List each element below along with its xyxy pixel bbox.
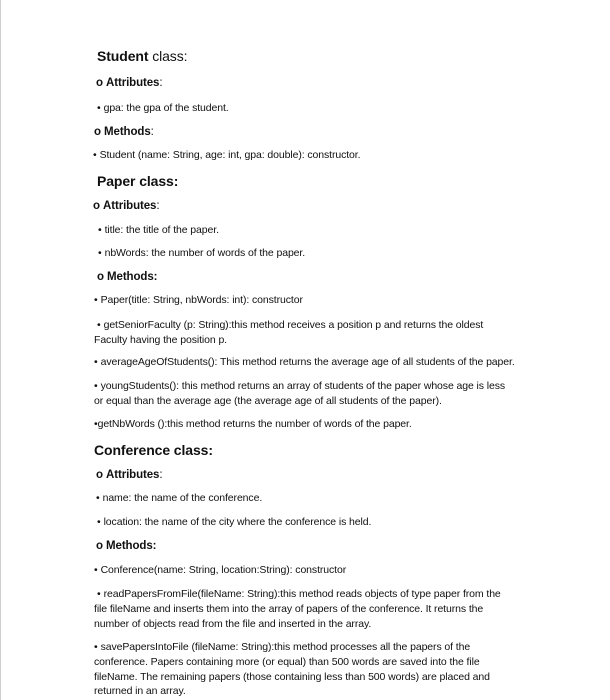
sub-bullet: o xyxy=(96,77,103,89)
paper-youngstudents-item xyxy=(94,379,505,393)
paper-getseniorfaculty-line2: Faculty having the position p. xyxy=(94,334,227,346)
paper-nbwords-text: nbWords: the number of words of the paper. xyxy=(104,247,306,259)
student-methods-label: Methods xyxy=(104,126,151,138)
conference-attributes-label: Attributes xyxy=(106,469,160,481)
paper-getseniorfaculty-line1: getSeniorFaculty (p: String):this method receives a position p and returns the oldest xyxy=(103,319,484,331)
bullet-icon: • xyxy=(94,356,98,368)
conference-constructor-text: Conference(name: String, location:String): constructor xyxy=(100,564,347,576)
conference-methods-label: Methods: xyxy=(106,540,157,552)
paper-youngstudents-line2: or equal than the average age (the average age of all students of the paper). xyxy=(94,395,442,407)
paper-attributes-label: Attributes xyxy=(103,200,157,212)
conference-savepapers-line4: returned in an array. xyxy=(94,685,186,697)
conference-location-text: location: the name of the city where the conference is held. xyxy=(103,516,372,528)
student-attributes-heading xyxy=(96,76,162,91)
sub-bullet: o xyxy=(97,271,104,283)
conference-readpapers-line2: file fileName and inserts them into the array of papers of the conference. It returns the xyxy=(94,603,484,615)
conference-savepapers-line2: conference. Papers containing more (or equal) than 500 words are saved into the file xyxy=(94,656,480,668)
bullet-icon: • xyxy=(94,564,98,576)
bullet-icon: • xyxy=(97,319,101,331)
student-gpa-item xyxy=(97,101,229,115)
paper-getnbwords-item xyxy=(94,417,412,431)
conference-attributes-colon: : xyxy=(159,469,163,481)
conference-savepapers-line3: fileName. The remaining papers (those containing less than 500 words) are placed and xyxy=(94,671,490,683)
conference-name-text: name: the name of the conference. xyxy=(102,492,263,504)
bullet-icon: • xyxy=(98,224,102,236)
conference-readpapers-line1: readPapersFromFile(fileName: String):this method reads objects of type paper from the xyxy=(103,588,501,600)
bullet-icon: • xyxy=(94,418,98,430)
paper-attributes-heading xyxy=(93,199,159,214)
sub-bullet: o xyxy=(96,540,103,552)
bullet-icon: • xyxy=(94,641,98,653)
bullet-icon: • xyxy=(93,149,97,161)
student-methods-heading xyxy=(94,125,154,140)
paper-constructor-text: Paper(title: String, nbWords: int): constructor xyxy=(100,294,303,306)
paper-averageage-text: averageAgeOfStudents(): This method returns the average age of all students of the paper. xyxy=(100,356,515,368)
paper-constructor-item xyxy=(94,293,303,307)
student-constructor-text: Student (name: String, age: int, gpa: double): constructor. xyxy=(99,149,361,161)
paper-youngstudents-line1: youngStudents(): this method returns an array of students of the paper whose age is less xyxy=(100,380,506,392)
student-class-heading xyxy=(97,47,187,65)
paper-title-text: title: the title of the paper. xyxy=(104,224,219,236)
student-methods-colon: : xyxy=(150,126,154,138)
student-class-heading-main: Student xyxy=(97,48,149,64)
student-constructor-item xyxy=(93,148,360,162)
paper-title-item xyxy=(98,223,219,237)
conference-constructor-item xyxy=(94,563,346,577)
conference-location-item xyxy=(97,515,371,529)
paper-averageage-item xyxy=(94,355,515,369)
paper-methods-label: Methods: xyxy=(107,271,158,283)
bullet-icon: • xyxy=(94,380,98,392)
conference-class-heading: Conference class: xyxy=(94,442,213,458)
conference-savepapers-item xyxy=(94,640,470,654)
sub-bullet: o xyxy=(94,126,101,138)
bullet-icon: • xyxy=(94,294,98,306)
conference-readpapers-item xyxy=(97,587,501,601)
paper-getseniorfaculty-item xyxy=(97,318,483,332)
bullet-icon: • xyxy=(97,588,101,600)
conference-savepapers-line1: savePapersIntoFile (fileName: String):this method processes all the papers of the xyxy=(100,641,471,653)
student-attributes-colon: : xyxy=(159,77,163,89)
conference-methods-heading xyxy=(96,539,156,554)
conference-name-item xyxy=(96,491,262,505)
bullet-icon: • xyxy=(96,492,100,504)
paper-getnbwords-text: getNbWords ():this method returns the number of words of the paper. xyxy=(97,418,412,430)
student-class-heading-suffix: class: xyxy=(152,48,188,64)
bullet-icon: • xyxy=(98,247,102,259)
paper-class-heading: Paper class: xyxy=(97,173,179,189)
conference-attributes-heading xyxy=(96,468,162,483)
paper-methods-heading xyxy=(97,270,157,285)
bullet-icon: • xyxy=(97,102,101,114)
paper-nbwords-item xyxy=(98,246,305,260)
student-gpa-text: gpa: the gpa of the student. xyxy=(103,102,229,114)
conference-readpapers-line3: number of objects read from the file and inserted in the array. xyxy=(94,618,372,630)
sub-bullet: o xyxy=(93,200,100,212)
student-attributes-label: Attributes xyxy=(106,77,160,89)
bullet-icon: • xyxy=(97,516,101,528)
paper-attributes-colon: : xyxy=(156,200,160,212)
sub-bullet: o xyxy=(96,469,103,481)
